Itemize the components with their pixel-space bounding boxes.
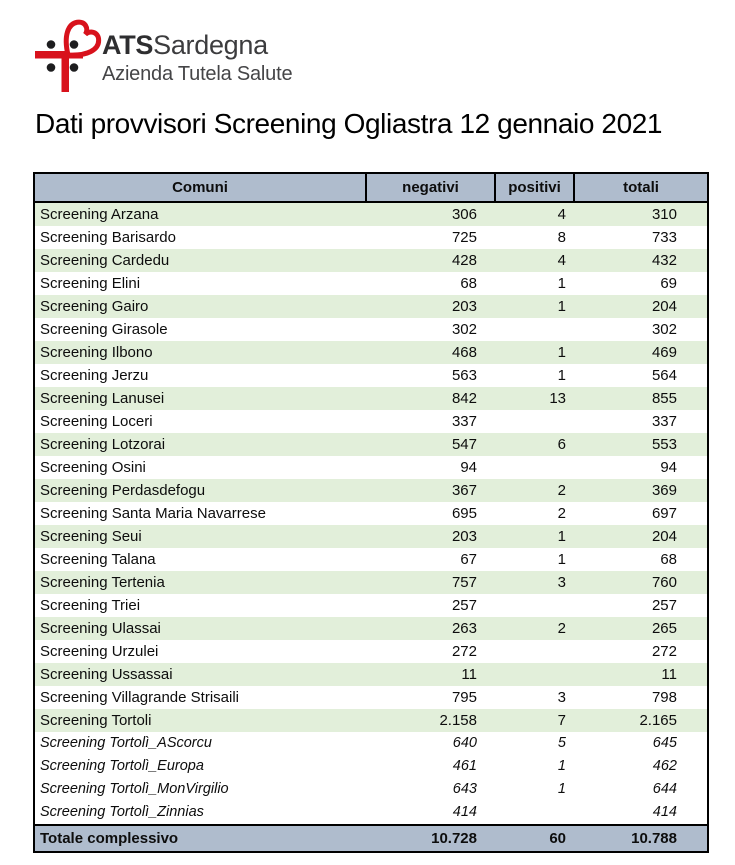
screening-table	[33, 172, 709, 853]
brand-name-bold: ATS	[102, 30, 154, 60]
cell-totali: 798	[574, 686, 708, 709]
cell-comune: Screening Barisardo	[34, 226, 366, 249]
cell-negativi: 468	[366, 341, 495, 364]
cell-positivi: 4	[495, 202, 574, 226]
cell-negativi: 272	[366, 640, 495, 663]
table-row	[34, 272, 708, 295]
cell-positivi: 1	[495, 778, 574, 801]
table-row	[34, 617, 708, 640]
cell-totali: 855	[574, 387, 708, 410]
cell-totali: 204	[574, 295, 708, 318]
cell-positivi: 13	[495, 387, 574, 410]
cell-comune: Screening Osini	[34, 456, 366, 479]
cell-comune: Screening Tortolì_MonVirgilio	[34, 778, 366, 801]
cell-negativi: 306	[366, 202, 495, 226]
cell-comune: Screening Arzana	[34, 202, 366, 226]
table-row	[34, 410, 708, 433]
table-row	[34, 663, 708, 686]
cell-positivi: 7	[495, 709, 574, 732]
cell-positivi: 1	[495, 364, 574, 387]
cell-comune: Screening Talana	[34, 548, 366, 571]
cell-totali: 469	[574, 341, 708, 364]
cell-positivi: 1	[495, 525, 574, 548]
cell-positivi	[495, 410, 574, 433]
table-subrow	[34, 755, 708, 778]
column-header-comuni: Comuni	[34, 173, 366, 202]
column-header-totali: totali	[574, 173, 708, 202]
cell-positivi: 1	[495, 295, 574, 318]
cell-totali: 11	[574, 663, 708, 686]
cell-negativi: 563	[366, 364, 495, 387]
cell-positivi	[495, 318, 574, 341]
cell-negativi: 11	[366, 663, 495, 686]
cell-positivi: 1	[495, 341, 574, 364]
table-subrow	[34, 801, 708, 825]
cell-positivi: 2	[495, 502, 574, 525]
cell-negativi: 842	[366, 387, 495, 410]
cell-negativi: 428	[366, 249, 495, 272]
table-row	[34, 387, 708, 410]
cell-positivi	[495, 594, 574, 617]
logo-cross-vertical	[62, 52, 70, 92]
cell-positivi: 6	[495, 433, 574, 456]
cell-comune: Screening Tertenia	[34, 571, 366, 594]
cell-negativi: 2.158	[366, 709, 495, 732]
cell-comune: Screening Ussassai	[34, 663, 366, 686]
cell-comune: Screening Cardedu	[34, 249, 366, 272]
cell-negativi: 547	[366, 433, 495, 456]
logo-dot	[70, 63, 79, 72]
cell-positivi: 2	[495, 479, 574, 502]
cell-positivi: 1	[495, 272, 574, 295]
table-row	[34, 686, 708, 709]
table-row	[34, 295, 708, 318]
table-row	[34, 456, 708, 479]
brand-header	[30, 8, 430, 103]
cell-positivi: 3	[495, 571, 574, 594]
cell-comune: Screening Ilbono	[34, 341, 366, 364]
table-row	[34, 226, 708, 249]
cell-negativi: 643	[366, 778, 495, 801]
table-subrow	[34, 732, 708, 755]
logo-dot	[47, 40, 56, 49]
cell-positivi: 1	[495, 755, 574, 778]
cell-comune: Screening Ulassai	[34, 617, 366, 640]
cell-positivi	[495, 801, 574, 825]
table-row	[34, 571, 708, 594]
cell-totali: 337	[574, 410, 708, 433]
table-row	[34, 594, 708, 617]
cell-negativi: 795	[366, 686, 495, 709]
cell-totali: 68	[574, 548, 708, 571]
brand-name	[102, 30, 292, 61]
cell-positivi	[495, 456, 574, 479]
cell-comune: Screening Loceri	[34, 410, 366, 433]
cell-totali: 204	[574, 525, 708, 548]
cell-negativi: 367	[366, 479, 495, 502]
cell-negativi: 461	[366, 755, 495, 778]
cell-negativi: 414	[366, 801, 495, 825]
cell-comune: Screening Lanusei	[34, 387, 366, 410]
total-negativi: 10.728	[366, 825, 495, 852]
cell-comune: Screening Triei	[34, 594, 366, 617]
cell-totali: 265	[574, 617, 708, 640]
brand-name-regular: Sardegna	[153, 30, 268, 60]
cell-comune: Screening Tortolì_Zinnias	[34, 801, 366, 825]
cell-positivi: 5	[495, 732, 574, 755]
cell-negativi: 757	[366, 571, 495, 594]
table-row	[34, 525, 708, 548]
cell-positivi	[495, 663, 574, 686]
table-row	[34, 249, 708, 272]
table-row	[34, 640, 708, 663]
table-total-row	[34, 825, 708, 852]
table-row	[34, 709, 708, 732]
table-row	[34, 479, 708, 502]
column-header-negativi: negativi	[366, 173, 495, 202]
cell-positivi: 3	[495, 686, 574, 709]
cell-positivi: 2	[495, 617, 574, 640]
cell-comune: Screening Tortolì_AScorcu	[34, 732, 366, 755]
cell-totali: 310	[574, 202, 708, 226]
table-row	[34, 433, 708, 456]
cell-totali: 644	[574, 778, 708, 801]
cell-totali: 553	[574, 433, 708, 456]
cell-totali: 733	[574, 226, 708, 249]
table-header-row	[34, 173, 708, 202]
cell-negativi: 263	[366, 617, 495, 640]
page-title: Dati provvisori Screening Ogliastra 12 gennaio 2021	[35, 108, 663, 139]
cell-totali: 645	[574, 732, 708, 755]
table-row	[34, 202, 708, 226]
cell-comune: Screening Tortolì_Europa	[34, 755, 366, 778]
cell-totali: 369	[574, 479, 708, 502]
table-row	[34, 341, 708, 364]
cell-comune: Screening Santa Maria Navarrese	[34, 502, 366, 525]
cell-totali: 414	[574, 801, 708, 825]
cell-negativi: 257	[366, 594, 495, 617]
total-positivi: 60	[495, 825, 574, 852]
cell-totali: 272	[574, 640, 708, 663]
logo-dot	[70, 40, 79, 49]
cell-comune: Screening Lotzorai	[34, 433, 366, 456]
cell-positivi: 8	[495, 226, 574, 249]
cell-totali: 697	[574, 502, 708, 525]
cell-negativi: 302	[366, 318, 495, 341]
cell-totali: 257	[574, 594, 708, 617]
cell-totali: 302	[574, 318, 708, 341]
cell-positivi: 1	[495, 548, 574, 571]
table-row	[34, 318, 708, 341]
cell-totali: 2.165	[574, 709, 708, 732]
cell-comune: Screening Tortoli	[34, 709, 366, 732]
cell-totali: 462	[574, 755, 708, 778]
total-totali: 10.788	[574, 825, 708, 852]
table-row	[34, 502, 708, 525]
table-row	[34, 364, 708, 387]
cell-comune: Screening Villagrande Strisaili	[34, 686, 366, 709]
cell-comune: Screening Girasole	[34, 318, 366, 341]
cell-positivi: 4	[495, 249, 574, 272]
ats-logo-icon	[30, 8, 110, 98]
cell-comune: Screening Jerzu	[34, 364, 366, 387]
cell-totali: 94	[574, 456, 708, 479]
cell-negativi: 640	[366, 732, 495, 755]
cell-negativi: 337	[366, 410, 495, 433]
logo-dot	[47, 63, 56, 72]
cell-negativi: 203	[366, 295, 495, 318]
cell-comune: Screening Seui	[34, 525, 366, 548]
cell-totali: 564	[574, 364, 708, 387]
total-label: Totale complessivo	[34, 825, 366, 852]
cell-negativi: 695	[366, 502, 495, 525]
brand-text	[102, 30, 292, 86]
cell-negativi: 725	[366, 226, 495, 249]
cell-negativi: 67	[366, 548, 495, 571]
cell-negativi: 203	[366, 525, 495, 548]
table-row	[34, 548, 708, 571]
cell-totali: 432	[574, 249, 708, 272]
cell-comune: Screening Perdasdefogu	[34, 479, 366, 502]
cell-comune: Screening Urzulei	[34, 640, 366, 663]
cell-comune: Screening Elini	[34, 272, 366, 295]
cell-negativi: 68	[366, 272, 495, 295]
brand-subtitle: Azienda Tutela Salute	[102, 63, 293, 85]
cell-totali: 760	[574, 571, 708, 594]
table-subrow	[34, 778, 708, 801]
cell-positivi	[495, 640, 574, 663]
cell-negativi: 94	[366, 456, 495, 479]
column-header-positivi: positivi	[495, 173, 574, 202]
cell-comune: Screening Gairo	[34, 295, 366, 318]
cell-totali: 69	[574, 272, 708, 295]
